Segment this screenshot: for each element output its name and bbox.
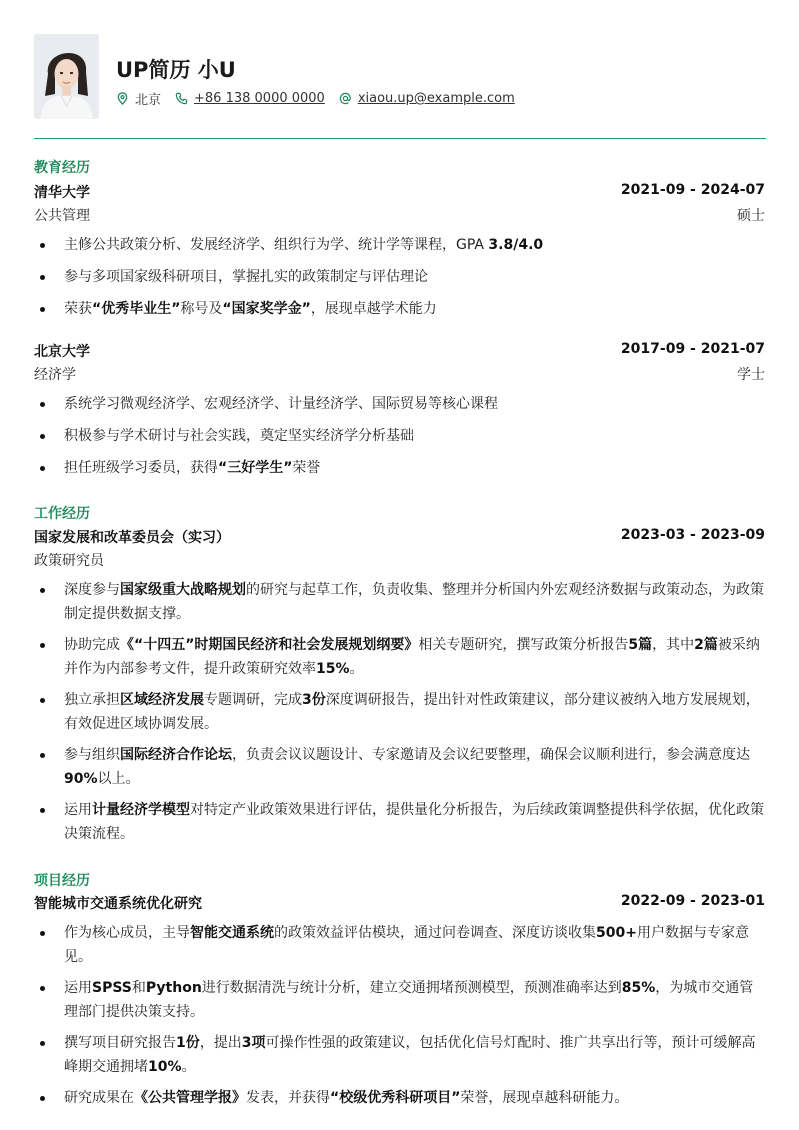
list-item: 参与多项国家级科研项目，掌握扎实的政策制定与评估理论 bbox=[34, 265, 764, 289]
at-sign-icon bbox=[339, 92, 352, 105]
list-item: 荣获“优秀毕业生”称号及“国家奖学金”，展现卓越学术能力 bbox=[34, 297, 764, 321]
avatar-illustration bbox=[34, 34, 99, 119]
list-item: 研究成果在《公共管理学报》发表，并获得“校级优秀科研项目”荣誉，展现卓越科研能力。 bbox=[34, 1086, 764, 1110]
phone-icon bbox=[175, 92, 188, 105]
list-item: 参与组织国际经济合作论坛，负责会议议题设计、专家邀请及会议纪要整理，确保会议顺利进行，参会满意度达90%以上。 bbox=[34, 743, 764, 791]
section-title-work: 工作经历 bbox=[34, 506, 90, 522]
profile-photo bbox=[34, 34, 99, 119]
list-item: 协助完成《“十四五”时期国民经济和社会发展规划纲要》相关专题研究，撰写政策分析报告5篇，其中2篇被采纳并作为内部参考文件，提升政策研究效率15%。 bbox=[34, 633, 764, 681]
location-text: 北京 bbox=[135, 93, 162, 108]
work-dates: 2023-03 - 2023-09 bbox=[620, 527, 765, 543]
candidate-name: UP简历 小U bbox=[116, 58, 236, 82]
header-divider bbox=[34, 138, 766, 139]
education-school: 清华大学 bbox=[34, 185, 90, 201]
phone-link[interactable]: +86 138 0000 0000 bbox=[194, 91, 325, 106]
education-bullets bbox=[34, 392, 764, 480]
education-major: 公共管理 bbox=[34, 208, 90, 224]
email-item[interactable] bbox=[339, 91, 515, 106]
list-item: 主修公共政策分析、发展经济学、组织行为学、统计学等课程，GPA 3.8/4.0 bbox=[34, 233, 764, 257]
list-item: 运用计量经济学模型对特定产业政策效果进行评估，提供量化分析报告，为后续政策调整提供科学依据，优化政策决策流程。 bbox=[34, 798, 764, 846]
education-major: 经济学 bbox=[34, 367, 76, 383]
list-item: 系统学习微观经济学、宏观经济学、计量经济学、国际贸易等核心课程 bbox=[34, 392, 764, 416]
location-item bbox=[116, 89, 161, 108]
project-name: 智能城市交通系统优化研究 bbox=[34, 896, 202, 912]
section-title-project: 项目经历 bbox=[34, 873, 90, 889]
list-item: 积极参与学术研讨与社会实践，奠定坚实经济学分析基础 bbox=[34, 424, 764, 448]
map-pin-icon bbox=[116, 92, 129, 105]
list-item: 担任班级学习委员，获得“三好学生”荣誉 bbox=[34, 456, 764, 480]
education-degree: 硕士 bbox=[737, 208, 765, 224]
education-dates: 2017-09 - 2021-07 bbox=[620, 341, 765, 357]
education-school: 北京大学 bbox=[34, 344, 90, 360]
contact-info bbox=[116, 89, 529, 108]
list-item: 运用SPSS和Python进行数据清洗与统计分析，建立交通拥堵预测模型，预测准确率达到85%，为城市交通管理部门提供决策支持。 bbox=[34, 976, 764, 1024]
work-organization: 国家发展和改革委员会（实习） bbox=[34, 530, 230, 546]
list-item: 撰写项目研究报告1份，提出3项可操作性强的政策建议，包括优化信号灯配时、推广共享出行等，预计可缓解高峰期交通拥堵10%。 bbox=[34, 1031, 764, 1079]
list-item: 独立承担区域经济发展专题调研，完成3份深度调研报告，提出针对性政策建议，部分建议被纳入地方发展规划，有效促进区域协调发展。 bbox=[34, 688, 764, 736]
list-item: 深度参与国家级重大战略规划的研究与起草工作，负责收集、整理并分析国内外宏观经济数据与政策动态，为政策制定提供数据支撑。 bbox=[34, 578, 764, 626]
education-bullets bbox=[34, 233, 764, 321]
education-dates: 2021-09 - 2024-07 bbox=[620, 182, 765, 198]
list-item: 作为核心成员，主导智能交通系统的政策效益评估模块，通过问卷调查、深度访谈收集500+用户数据与专家意见。 bbox=[34, 921, 764, 969]
work-role: 政策研究员 bbox=[34, 553, 104, 569]
education-degree: 学士 bbox=[737, 367, 765, 383]
work-bullets bbox=[34, 578, 764, 846]
resume-header bbox=[34, 34, 766, 139]
project-dates: 2022-09 - 2023-01 bbox=[620, 893, 765, 909]
project-bullets bbox=[34, 921, 764, 1110]
email-link[interactable]: xiaou.up@example.com bbox=[357, 91, 515, 106]
section-title-education: 教育经历 bbox=[34, 160, 90, 176]
phone-item[interactable] bbox=[175, 91, 325, 106]
